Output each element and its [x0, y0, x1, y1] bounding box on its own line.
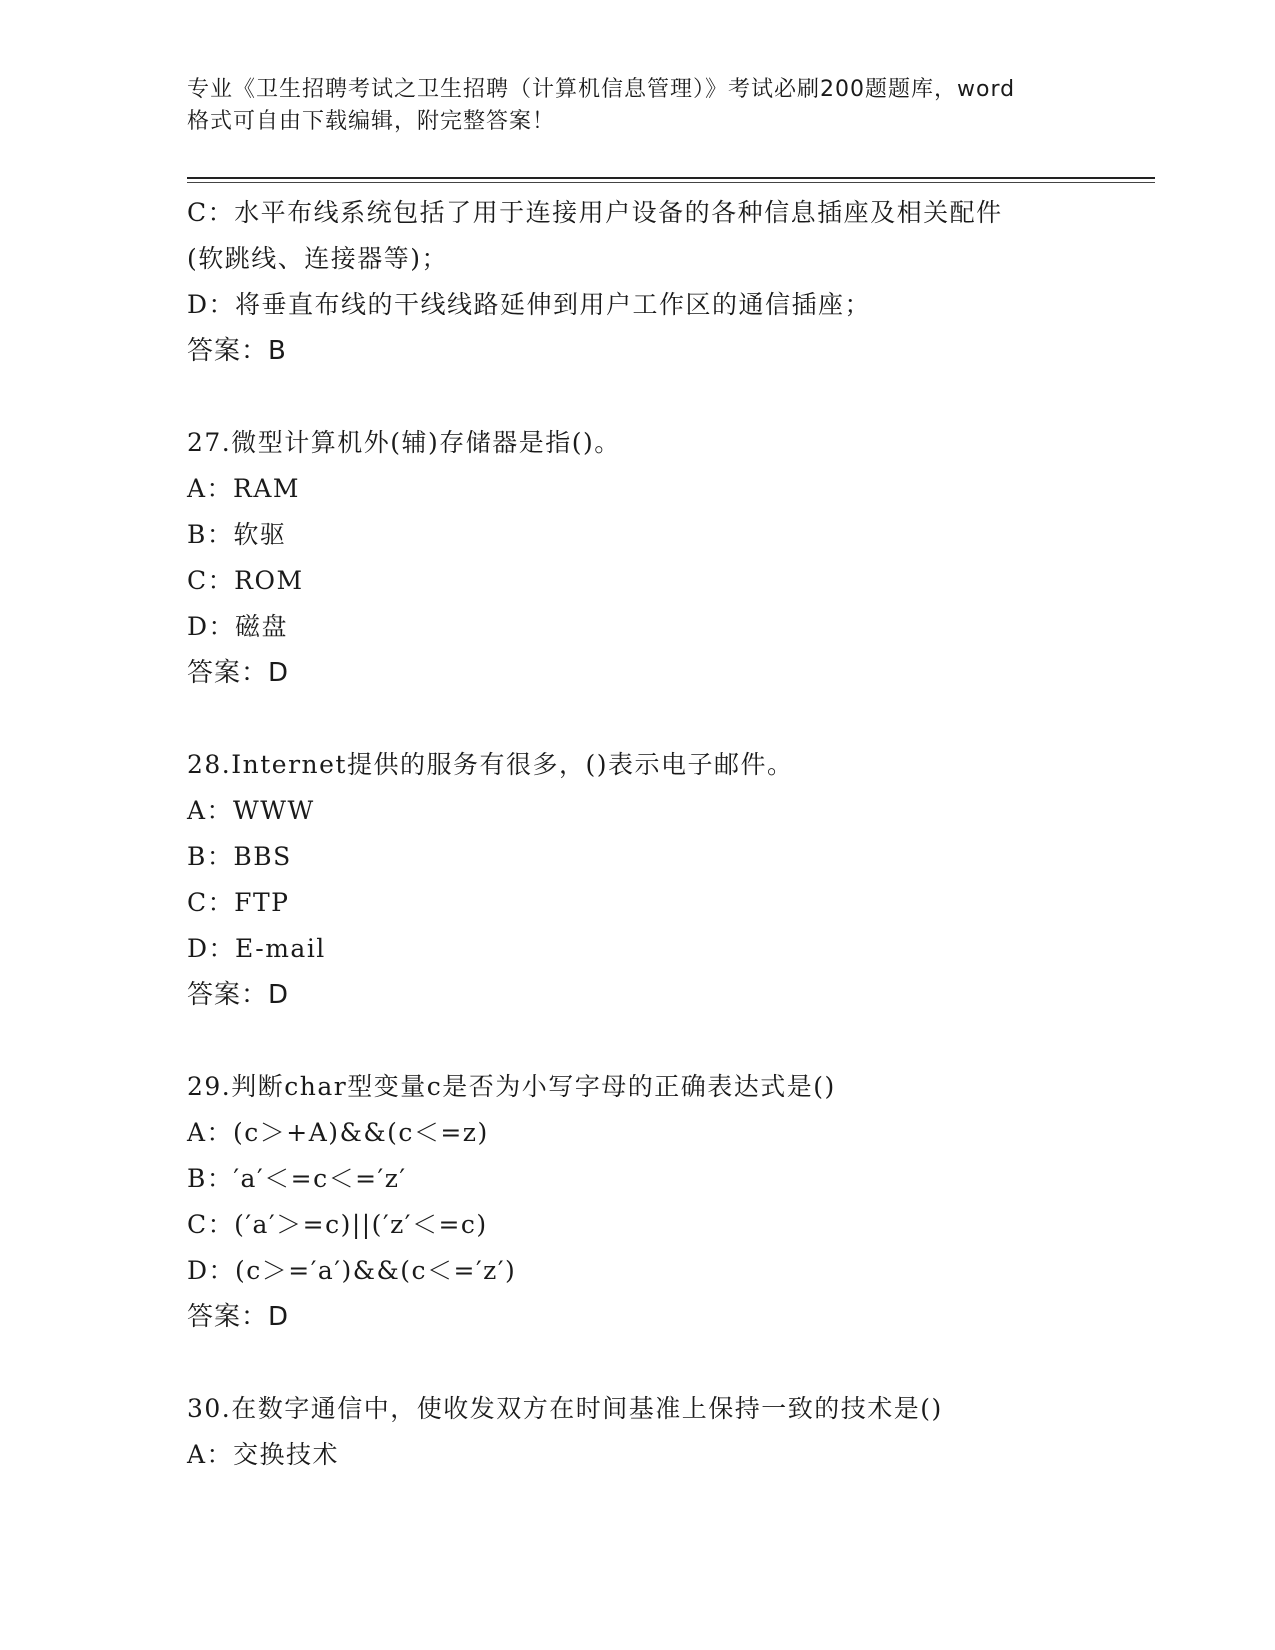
option-c: C：ROM — [187, 566, 304, 595]
answer-line: 答案：D — [187, 1302, 290, 1332]
option-c: C：(′a′＞=c)||(′z′＜=c) — [187, 1210, 488, 1239]
option-a: A：WWW — [187, 796, 315, 825]
question-stem: 30.在数字通信中，使收发双方在时间基准上保持一致的技术是() — [187, 1394, 943, 1423]
option-a: A：交换技术 — [187, 1440, 340, 1469]
answer-line: 答案：D — [187, 658, 290, 688]
option-a: A：RAM — [187, 474, 301, 503]
option-d: D：磁盘 — [187, 612, 289, 641]
spacer — [187, 696, 1127, 742]
document-header — [187, 74, 1087, 138]
option-a: A：(c＞+A)&&(c＜=z) — [187, 1118, 489, 1147]
header-divider-thick — [187, 177, 1155, 179]
question-stem: 29.判断char型变量c是否为小写字母的正确表达式是() — [187, 1072, 836, 1101]
spacer — [187, 1018, 1127, 1064]
option-b: B：BBS — [187, 842, 292, 871]
header-line-2: 格式可自由下载编辑，附完整答案！ — [187, 109, 556, 134]
answer-line: 答案：B — [187, 336, 287, 366]
question-stem: 28.Internet提供的服务有很多，()表示电子邮件。 — [187, 750, 794, 779]
option-c: C：FTP — [187, 888, 290, 917]
option-c: C：水平布线系统包括了用于连接用户设备的各种信息插座及相关配件 — [187, 198, 1003, 227]
question-stem: 27.微型计算机外(辅)存储器是指()。 — [187, 428, 621, 457]
header-divider-thin — [187, 182, 1155, 183]
header-line-1: 专业《卫生招聘考试之卫生招聘（计算机信息管理）》考试必刷200题题库，word — [187, 77, 1016, 102]
option-b: B：′a′＜=c＜=′z′ — [187, 1164, 407, 1193]
option-d: D：E-mail — [187, 934, 326, 963]
spacer — [187, 374, 1127, 420]
question-content — [187, 190, 1127, 1478]
option-c-continued: (软跳线、连接器等)； — [187, 244, 449, 273]
option-d: D：(c＞=′a′)&&(c＜=′z′) — [187, 1256, 517, 1285]
option-b: B：软驱 — [187, 520, 287, 549]
option-d: D：将垂直布线的干线线路延伸到用户工作区的通信插座； — [187, 290, 872, 319]
answer-line: 答案：D — [187, 980, 290, 1010]
spacer — [187, 1340, 1127, 1386]
